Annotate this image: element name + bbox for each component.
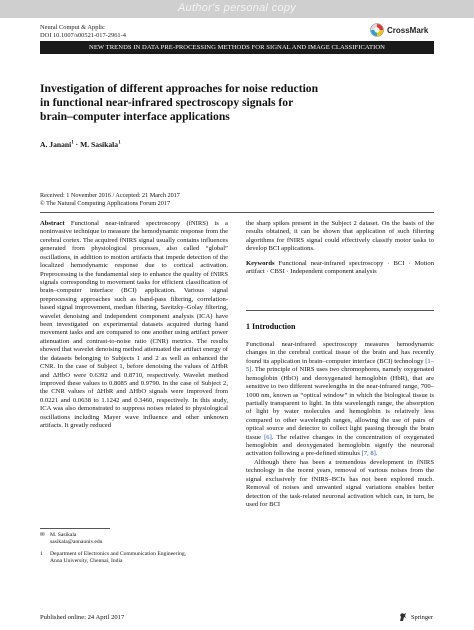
affiliation-line: Anna University, Chennai, India <box>50 558 123 564</box>
intro-text: . The relative changes in the concentration of oxygenated hemoglobin and deoxygenated hemoglobin signify the neuronal activation following a pre-defined stimulus <box>246 433 434 458</box>
author-list <box>40 140 121 149</box>
footnote-divider <box>40 528 110 529</box>
watermark-text: Author's personal copy <box>177 2 297 14</box>
intro-text: . The principle of NIRS uses two chromophores, namely oxygenated hemoglobin (HbO) and deoxygenated hemoglobin (HbR), that are sensitive to two different wavelengths in the near-infrared range, 700–1000 nm, known as “optical window” in which the biological tissue is partially transparent to light. In this wavelength range, the absorption of light by water molecules and hemoglobin is relatively less compared to other wavelength ranges, allowing the use of pairs of optical source and detector to collect light passing through the brain tissue <box>246 366 434 441</box>
email-link[interactable]: sasikala@annauniv.edu <box>50 539 103 545</box>
section-heading: 1 Introduction <box>246 322 296 331</box>
title-line: brain–computer interface applications <box>40 110 230 123</box>
springer-label: Springer <box>411 613 434 621</box>
abstract-continued: the sharp spikes present in the Subject 2 dataset. On the basis of the results obtained, it can be shown that application of such filtering algorithms for fNIRS signal could effectively classify motor tasks to develop BCI applications. <box>246 220 434 253</box>
copyright-line: © The Natural Computing Applications Forum 2017 <box>40 200 171 207</box>
affiliation-line: Department of Electronics and Communication Engineering, <box>50 551 187 557</box>
intro-paragraph <box>246 341 434 459</box>
intro-paragraph: Although there has been a tremendous development in fNIRS technology in the recent years, removal of various noises from the signal exclusively for fNIRS–BCIs has not been explored much. Removal of noises and unwanted signal variations enables better detection of the task-related neuronal activation which can, in turn, be used for BCI <box>246 458 434 509</box>
title-line: in functional near-infrared spectroscopy signals for <box>40 96 294 109</box>
title-line: Investigation of different approaches for noise reduction <box>40 82 319 95</box>
affiliation-marker: 1 <box>118 140 121 146</box>
topic-banner: NEW TRENDS IN DATA PRE-PROCESSING METHODS FOR SIGNAL AND IMAGE CLASSIFICATION <box>40 41 434 54</box>
abstract-paragraph <box>40 220 228 431</box>
received-accepted-dates: Received: 1 November 2016 / Accepted: 21 March 2017 <box>40 192 180 199</box>
abstract-continued-column <box>246 220 434 277</box>
email-row <box>40 539 228 546</box>
affiliation-marker: 1 <box>71 140 74 146</box>
abstract-label: Abstract <box>40 220 65 227</box>
affiliation-marker: 1 <box>40 551 43 557</box>
keywords-label: Keywords <box>246 259 275 267</box>
article-title <box>40 82 430 124</box>
published-date: Published online: 24 April 2017 <box>40 614 125 621</box>
keywords-paragraph <box>246 260 434 277</box>
keywords-text: Functional near-infrared spectroscopy · BCI · Motion artifact · CBSI · Independent component analysis <box>246 259 434 276</box>
crossmark-label: CrossMark <box>387 25 429 35</box>
affiliation-text <box>50 551 186 565</box>
footnote <box>40 532 228 565</box>
author-name: M. Sasikala <box>80 140 119 149</box>
author-name: A. Janani <box>40 140 72 149</box>
spacer <box>40 539 46 546</box>
citation-link[interactable]: [7, 8] <box>361 450 376 458</box>
journal-info <box>40 24 126 40</box>
citation-link[interactable]: [6] <box>264 433 272 441</box>
abstract-text: Functional near-infrared spectroscopy (fNIRS) is a noninvasive technique to measure the hemodynamic response from the cerebral cortex. The acquired fNIRS signal usually contains influences generated from physiological processes, also called “global” oscillations, in addition to motion artifacts that impede detection of the localized hemodynamic response due to cortical activation. Preprocessing is the fundamental step to enhance the quality of fNIRS signals corresponding to movement tasks for efficient classification of brain–computer interface (BCI) application. Various signal preprocessing approaches such as band-pass filtering, correlation-based signal improvement, median filtering, Savitzky–Golay filtering, wavelet denoising and independent component analysis (ICA) have been investigated on experimental datasets acquired during hand movement tasks and are compared to one another using artifact power attenuation and contrast-to-noise ratio (CNR) metrics. The results showed that wavelet denoising method attenuated the artifact energy of the datasets belonging to Subjects 1 and 2 as well as enhanced the CNR. In the case of Subject 1, before denoising the values of ΔHbR and ΔHbO were 0.6392 and 0.8710, respectively. Wavelet method improved these values to 0.8085 and 0.9790. In the case of Subject 2, the CNR values of ΔHbR and ΔHbO signals were improved from 0.0221 and 0.0638 to 1.1242 and 0.3460, respectively. In this study, ICA was also demonstrated to suppress noises related to physiological oscillations including Mayer wave influence and other unknown artifacts. It greatly reduced <box>40 220 228 430</box>
journal-doi: DOI 10.1007/s00521-017-2961-4 <box>40 32 126 39</box>
author-separator: · <box>73 140 81 149</box>
corresponding-name: M. Sasikala <box>50 532 77 538</box>
envelope-icon: ✉ <box>40 532 45 538</box>
intro-text: . <box>375 450 378 458</box>
corresponding-author <box>40 532 228 539</box>
article-history <box>40 192 180 208</box>
watermark-banner <box>0 0 474 18</box>
crossmark-logo[interactable] <box>370 23 428 37</box>
divider <box>246 310 434 311</box>
citation-link[interactable]: [1–5] <box>246 357 434 374</box>
introduction-text <box>246 341 434 509</box>
abstract-column <box>40 220 228 431</box>
crossmark-icon <box>370 23 384 37</box>
springer-horse-icon <box>398 612 408 622</box>
divider <box>40 212 434 213</box>
affiliation <box>40 551 228 565</box>
springer-logo <box>398 612 433 622</box>
journal-name: Neural Comput & Applic <box>40 24 105 31</box>
intro-text: Functional near-infrared spectroscopy measures hemodynamic changes in the cerebral cortical tissue of the brain and has recently found its application in brain–computer interface (BCI) technology <box>246 341 434 365</box>
